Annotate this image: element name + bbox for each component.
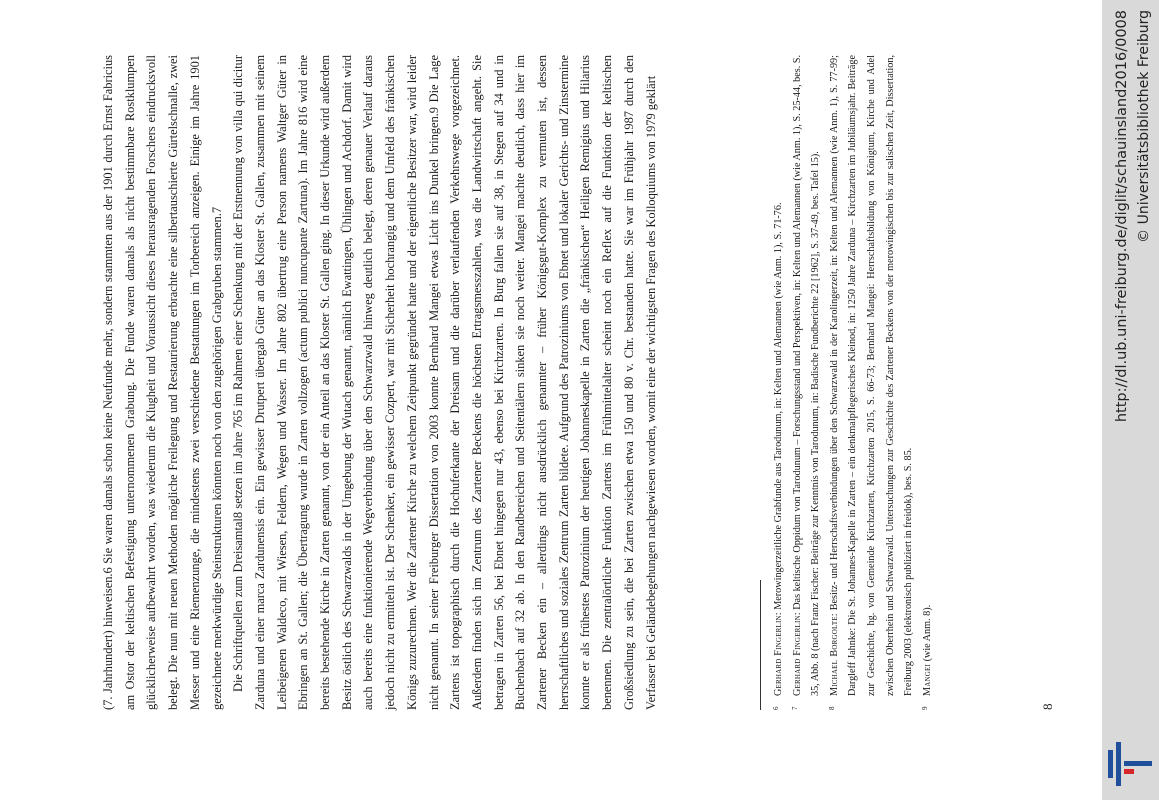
footnote-author: Gerhard Fingerlin — [773, 615, 784, 696]
copyright-notice: © Universitätsbibliothek Freiburg — [1136, 10, 1152, 243]
footnote-text: (wie Anm. 8). — [921, 604, 933, 664]
footnote-author: Mangei — [921, 663, 933, 696]
footnote-author: Gerhard Fingerlin — [791, 615, 803, 696]
sidebar — [1102, 0, 1159, 800]
footnote-divider — [760, 580, 761, 710]
sidebar-text-block — [1102, 0, 1159, 800]
footnote-6 — [770, 55, 789, 710]
footnote-7 — [789, 55, 826, 710]
footnote-author: Michael Borgolte — [828, 616, 840, 696]
main-text — [98, 55, 662, 710]
footnote-number: 6 — [772, 706, 780, 710]
permalink-url[interactable]: http://dl.ub.uni-freiburg.de/diglit/schauinsland2016/0008 — [1114, 10, 1130, 423]
footnote-number: 8 — [827, 706, 836, 710]
footnote-text: : Merowingerzeitliche Grabfunde aus Tarodunum, in: Kelten und Alemannen (wie Anm. 1), S. 71-76. — [773, 202, 784, 616]
ub-freiburg-logo-icon — [1108, 740, 1153, 788]
footnote-number: 9 — [920, 706, 929, 710]
footnote-8 — [826, 55, 919, 710]
footnote-text: : Besitz- und Herrschaftsverbindungen über den Schwarzwald in der Karolingerzeit, in: Kelten und Alemannen (wie Anm. 1), S. 77-99; Dargleff Jahnke: Die St. Johannes-Kapelle in Zarten – ein denkmalpflegerisches Kleinod, in: 1250 Jahre Zarduna – Kirchzarten im Jubiläumsjahr. Beiträge zur Geschichte, hg. von Gemeinde Kirchzarten, Kirchzarten 2015, S. 66-73; Bernhard Mangei: Herrschaftsbildung von Königtum, Kirche und Adel zwischen Oberrhein und Schwarzwald. Untersuchungen zur Geschichte des Zartener Beckens von der merowingischen bis zur salischen Zeit, Dissertation, Freiburg 2003 (elektronisch publiziert in freidok), bes. S. 85. — [828, 55, 915, 696]
page-number: 8 — [1040, 703, 1055, 710]
footnote-text: : Das keltische Oppidum von Tarodunum – Forschungsstand und Perspektiven, in: Kelten und Alemannen (wie Anm. 1), S. 25-44, bes. S. 35, Abb. 8 (nach Franz Fischer: Beiträge zur Kenntnis von Tarodunum, in: Badische Fundberichte 22 [1962], S. 37-49, bes. Tafel 15). — [791, 54, 822, 696]
footnotes — [770, 55, 937, 710]
paragraph-2: Die Schriftquellen zum Dreisamtal8 setzen im Jahre 765 im Rahmen einer Schenkung mit der Erstnennung von villa qui dicitur Zarduna und einer marca Zardunensis ein. Ein gewisser Drutpert übergab Güter an das Kloster St. Gallen, zusammen mit seinem Leibeigenen Waldeco, mit Wiesen, Feldern, Wegen und Wasser. Im Jahre 802 übertrug eine Person namens Waltger Güter in Ebringen an St. Gallen; die Übertragung wurde in Zarten vollzogen (actum publici nuncupante Zartuna). Im Jahre 816 wird eine bereits bestehende Kirche in Zarten genannt, von der ein Anteil an das Kloster St. Gallen ging. In dieser Urkunde wird außerdem Besitz östlich des Schwarzwalds in der Umgebung der Wutach genannt, nämlich Ewattingen, Ühlingen und Achdorf. Damit wird auch bereits eine funktionierende Wegverbindung über den Schwarzwald hinweg deutlich belegt, deren genauer Verlauf daraus jedoch nicht zu ermitteln ist. Der Schenker, ein gewisser Cozpert, war mit Sicherheit hochrangig und dem Umfeld des fränkischen Königs zuzurechnen. Wer die Zartener Kirche zu welchem Zeitpunkt gegründet hatte und der eigentliche Besitzer war, wird leider nicht genannt. In seiner Freiburger Dissertation von 2003 konnte Bernhard Mangei etwas Licht ins Dunkel bringen.9 Die Lage Zartens ist topographisch durch die Hochuferkante der Dreisam und die darüber verlaufenden Verkehrswege vorgezeichnet. Außerdem finden sich im Zentrum des Zartener Beckens die höchsten Ertragsmesszahlen, was die Landwirtschaft angeht. Sie betragen in Zarten 56, bei Ebnet hingegen nur 43, ebenso bei Kirchzarten. In Burg fallen sie auf 38, in Stegen auf 34 und in Buchenbach auf 32 ab. In den Randbereichen und Seitentälern sinken sie noch weiter. Mangei machte deutlich, dass hier im Zartener Becken ein – allerdings nicht ausdrücklich genannter – früher Königsgut-Komplex zu vermuten ist, dessen herrschaftliches und soziales Zentrum Zarten bildete. Aufgrund des Patroziniums von Ebnet und lokaler Gerichts- und Zinstermine konnte er als frühestes Patrozinium der heutigen Johanneskapelle in Zarten die „fränkischen“ Heiligen Remigius und Hilarius benennen. Die zentralörtliche Funktion Zartens im Frühmittelalter scheint noch ein Reflex auf die Funktion der keltischen Großsiedlung zu sein, die bei Zarten zwischen etwa 150 und 80 v. Chr. bestanden hatte. Sie war im Frühjahr 1987 durch den Verfasser bei Geländebegehungen nachgewiesen worden, womit eine der wichtigsten Fragen des Kolloquiums von 1979 geklärt — [231, 55, 658, 710]
footnote-9 — [919, 55, 938, 710]
footnote-number: 7 — [790, 706, 799, 710]
paragraph-1: (7. Jahrhundert) hinweisen.6 Sie waren damals schon keine Neufunde mehr, sondern stammten aus der 1901 durch Ernst Fabricius am Ostor der keltischen Befestigung unternommenen Grabung. Die Funde waren damals als nicht bestimmbare Rostklumpen glücklicherweise aufbewahrt worden, was wiederum die Klugheit und Voraussicht dieses herausragenden Forschers eindrucksvoll belegt. Die nun mit neuen Methoden mögliche Freilegung und Restaurierung erbrachte eine silbertauschierte Gürtelschnalle, zwei Messer und eine Riemenzunge, die mindestens zwei verschiedene Bestattungen im Torbereich anzeigen. Einige im Jahre 1901 gezeichnete merkwürdige Steinstrukturen könnten noch von den zugehörigen Grabgruben stammen.7 — [101, 55, 224, 710]
